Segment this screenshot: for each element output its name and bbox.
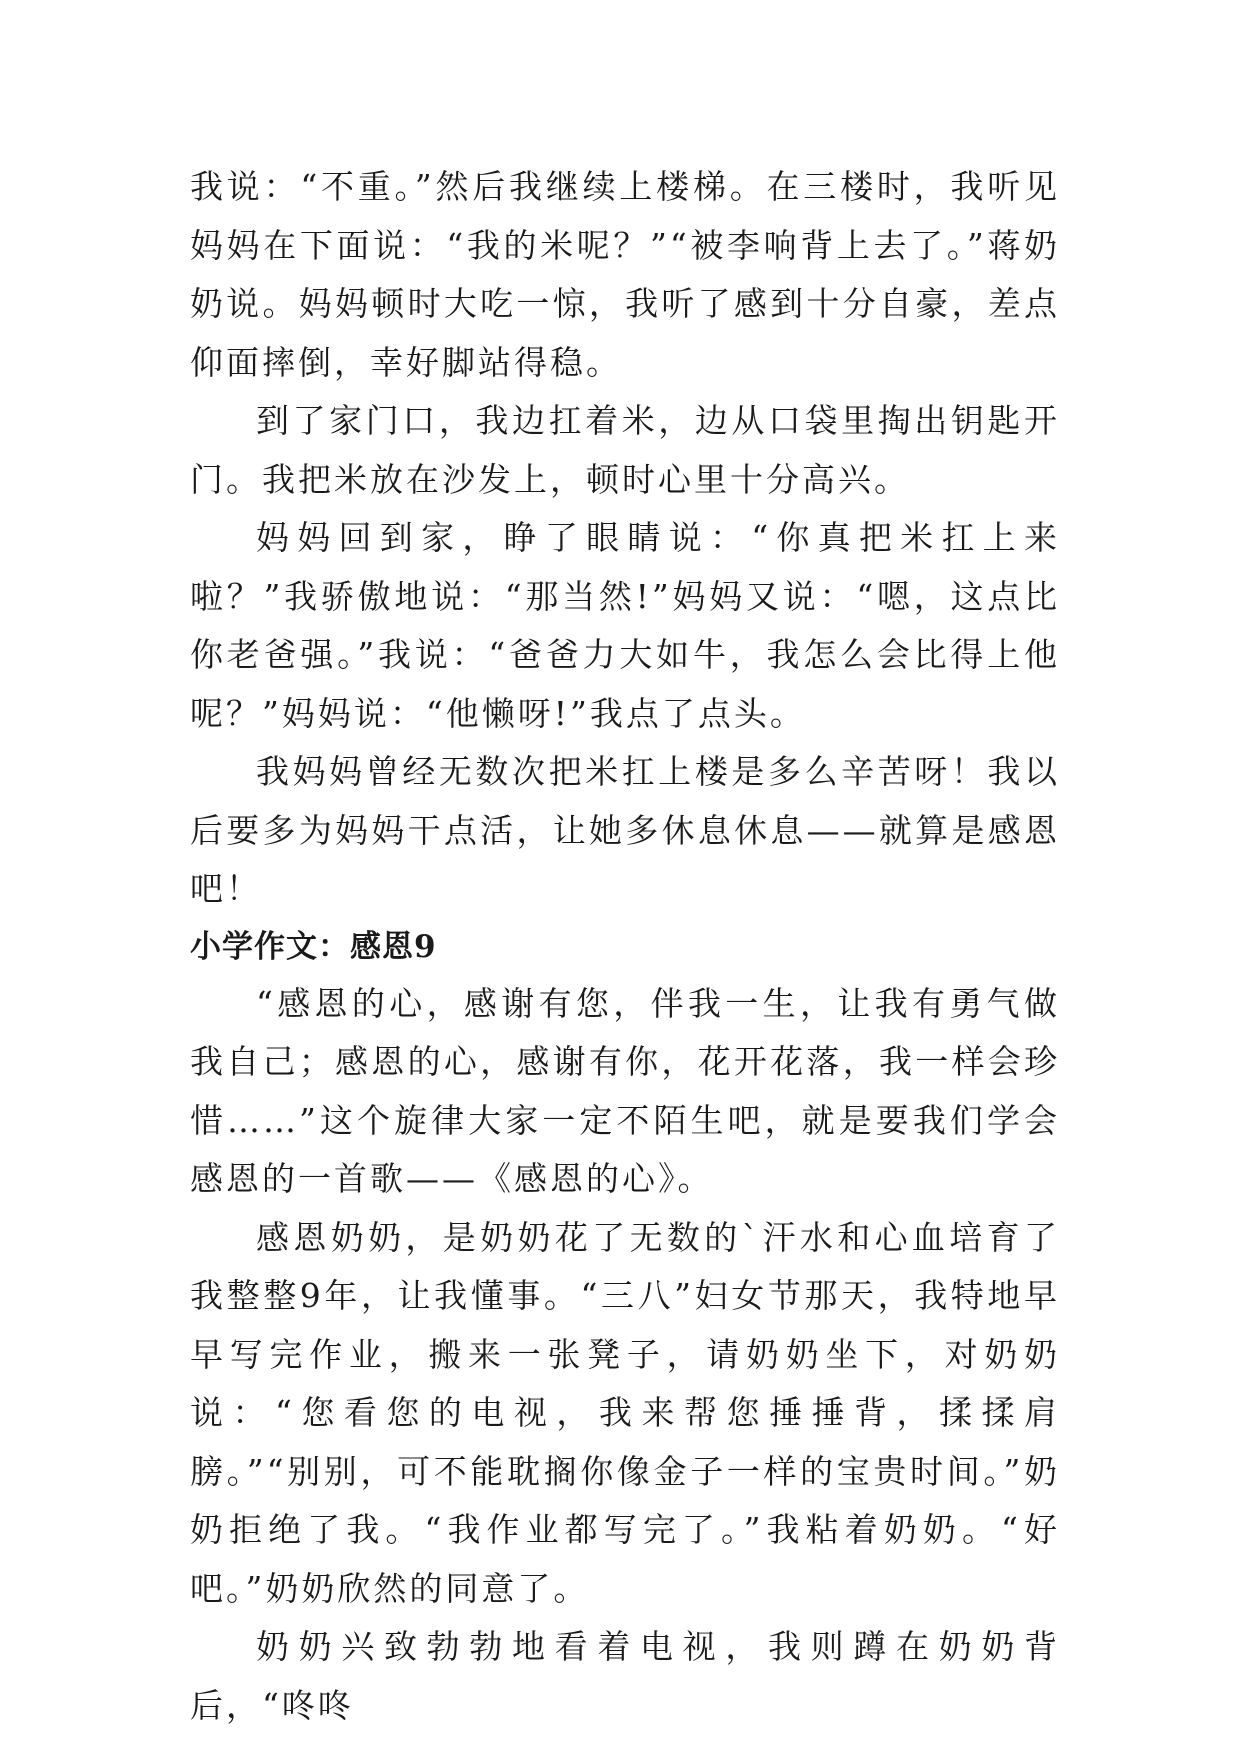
paragraph-gratitude-conclusion: 我妈妈曾经无数次把米扛上楼是多么辛苦呀！我以后要多为妈妈干点活，让她多休息休息——就算是感恩吧！ [190,752,1060,908]
paragraph-tv: 奶奶兴致勃勃地看着电视，我则蹲在奶奶背后，“咚咚 [190,1627,1060,1725]
document-body [190,158,1060,1735]
paragraph-grandma: 感恩奶奶，是奶奶花了无数的`汗水和心血培育了我整整9年，让我懂事。“三八”妇女节那天，我特地早早写完作业，搬来一张凳子，请奶奶坐下，对奶奶说：“您看您的电视，我来帮您捶捶背，揉揉肩膀。”“别别，可不能耽搁你像金子一样的宝贵时间。”奶奶拒绝了我。“我作业都写完了。”我粘着奶奶。“好吧。”奶奶欣然的同意了。 [190,1217,1060,1608]
paragraph-door: 到了家门口，我边扛着米，边从口袋里掏出钥匙开门。我把米放在沙发上，顿时心里十分高兴。 [190,401,1060,499]
paragraph-rice-stairs: 我说：“不重。”然后我继续上楼梯。在三楼时，我听见妈妈在下面说：“我的米呢？”“被李响背上去了。”蒋奶奶说。妈妈顿时大吃一惊，我听了感到十分自豪，差点仰面摔倒，幸好脚站得稳。 [190,167,1060,382]
paragraph-mother-home: 妈妈回到家，睁了眼睛说：“你真把米扛上来啦？”我骄傲地说：“那当然!”妈妈又说：“嗯，这点比你老爸强。”我说：“爸爸力大如牛，我怎么会比得上他呢？”妈妈说：“他懒呀!”我点了点头。 [190,518,1060,733]
paragraph-song: “感恩的心，感谢有您，伴我一生，让我有勇气做我自己；感恩的心，感谢有你，花开花落，我一样会珍惜……”这个旋律大家一定不陌生吧，就是要我们学会感恩的一首歌——《感恩的心》。 [190,983,1060,1198]
essay-heading: 小学作文：感恩9 [190,928,437,965]
